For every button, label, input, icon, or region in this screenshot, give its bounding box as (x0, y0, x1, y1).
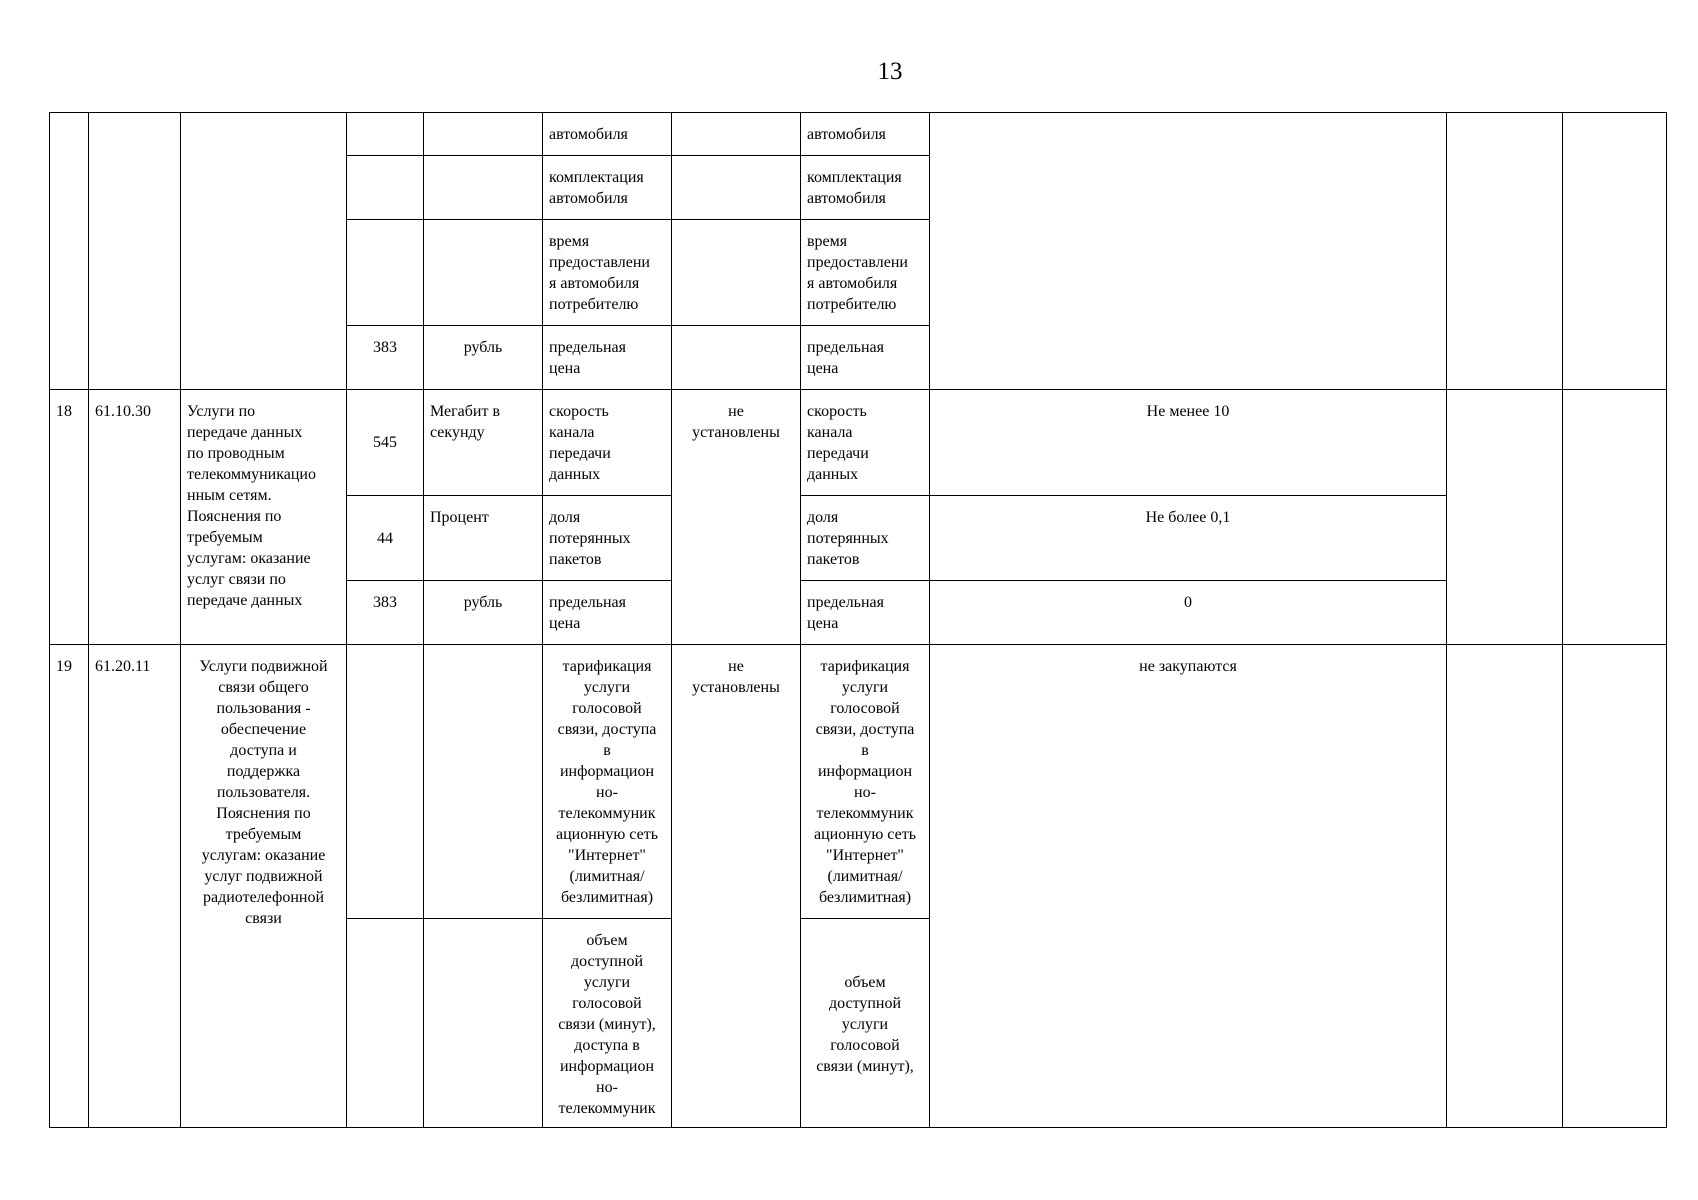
cell-status (672, 326, 801, 390)
cell-num (50, 113, 89, 390)
cell-code: 44 (347, 496, 424, 581)
cell-value (930, 113, 1447, 390)
cell-unit: рубль (424, 326, 543, 390)
cell-unit: Мегабит в секунду (424, 390, 543, 496)
cell-extra-1 (1447, 113, 1563, 390)
cell-code: 383 (347, 581, 424, 645)
cell-value: 0 (930, 581, 1447, 645)
cell-unit (424, 645, 543, 919)
cell-characteristic: предельная цена (543, 581, 672, 645)
cell-extra-1 (1447, 390, 1563, 645)
cell-okpd (89, 113, 181, 390)
cell-unit: Процент (424, 496, 543, 581)
cell-characteristic-2: предельная цена (801, 581, 930, 645)
cell-characteristic-2: доля потерянных пакетов (801, 496, 930, 581)
cell-code: 383 (347, 326, 424, 390)
cell-characteristic: скорость канала передачи данных (543, 390, 672, 496)
cell-name: Услуги по передаче данных по проводным телекоммуникацио нным сетям. Пояснения по требуемым услугам: оказание услуг связи по передаче данных (181, 390, 347, 645)
cell-characteristic-2: комплектация автомобиля (801, 156, 930, 220)
cell-unit (424, 113, 543, 156)
cell-characteristic-2: время предоставлени я автомобиля потребителю (801, 220, 930, 326)
table-row (50, 113, 1667, 156)
cell-code: 545 (347, 390, 424, 496)
cell-status (672, 156, 801, 220)
cell-status (672, 220, 801, 326)
cell-name: Услуги подвижной связи общего пользования - обеспечение доступа и поддержка пользователя. Пояснения по требуемым услугам: оказание услуг подвижной радиотелефонной связи (181, 645, 347, 1128)
cell-status (672, 113, 801, 156)
table-row (50, 390, 1667, 496)
cell-characteristic: объем доступной услуги голосовой связи (минут), доступа в информацион но- телекоммуник (543, 919, 672, 1128)
cell-code (347, 113, 424, 156)
cell-code (347, 156, 424, 220)
table-row (50, 645, 1667, 919)
cell-okpd: 61.10.30 (89, 390, 181, 645)
cell-characteristic: автомобиля (543, 113, 672, 156)
cell-status: не установлены (672, 645, 801, 1128)
cell-characteristic: предельная цена (543, 326, 672, 390)
requirements-table (49, 112, 1667, 1128)
cell-value: Не более 0,1 (930, 496, 1447, 581)
cell-characteristic-2: автомобиля (801, 113, 930, 156)
cell-extra-1 (1447, 645, 1563, 1128)
cell-characteristic-2: объем доступной услуги голосовой связи (минут), (801, 919, 930, 1128)
cell-extra-2 (1563, 645, 1667, 1128)
cell-characteristic: тарификация услуги голосовой связи, доступа в информацион но- телекоммуник ационную сеть "Интернет" (лимитная/ безлимитная) (543, 645, 672, 919)
cell-extra-2 (1563, 113, 1667, 390)
cell-okpd: 61.20.11 (89, 645, 181, 1128)
cell-characteristic: доля потерянных пакетов (543, 496, 672, 581)
cell-unit: рубль (424, 581, 543, 645)
cell-characteristic-2: тарификация услуги голосовой связи, доступа в информацион но- телекоммуник ационную сеть "Интернет" (лимитная/ безлимитная) (801, 645, 930, 919)
cell-num: 19 (50, 645, 89, 1128)
cell-status: не установлены (672, 390, 801, 645)
cell-characteristic: комплектация автомобиля (543, 156, 672, 220)
page-number: 13 (877, 58, 903, 85)
cell-characteristic-2: скорость канала передачи данных (801, 390, 930, 496)
cell-name (181, 113, 347, 390)
cell-code (347, 919, 424, 1128)
cell-characteristic: время предоставлени я автомобиля потребителю (543, 220, 672, 326)
cell-code (347, 645, 424, 919)
cell-code (347, 220, 424, 326)
cell-num: 18 (50, 390, 89, 645)
cell-extra-2 (1563, 390, 1667, 645)
cell-value: Не менее 10 (930, 390, 1447, 496)
cell-value: не закупаются (930, 645, 1447, 1128)
cell-unit (424, 220, 543, 326)
cell-unit (424, 919, 543, 1128)
cell-unit (424, 156, 543, 220)
cell-characteristic-2: предельная цена (801, 326, 930, 390)
